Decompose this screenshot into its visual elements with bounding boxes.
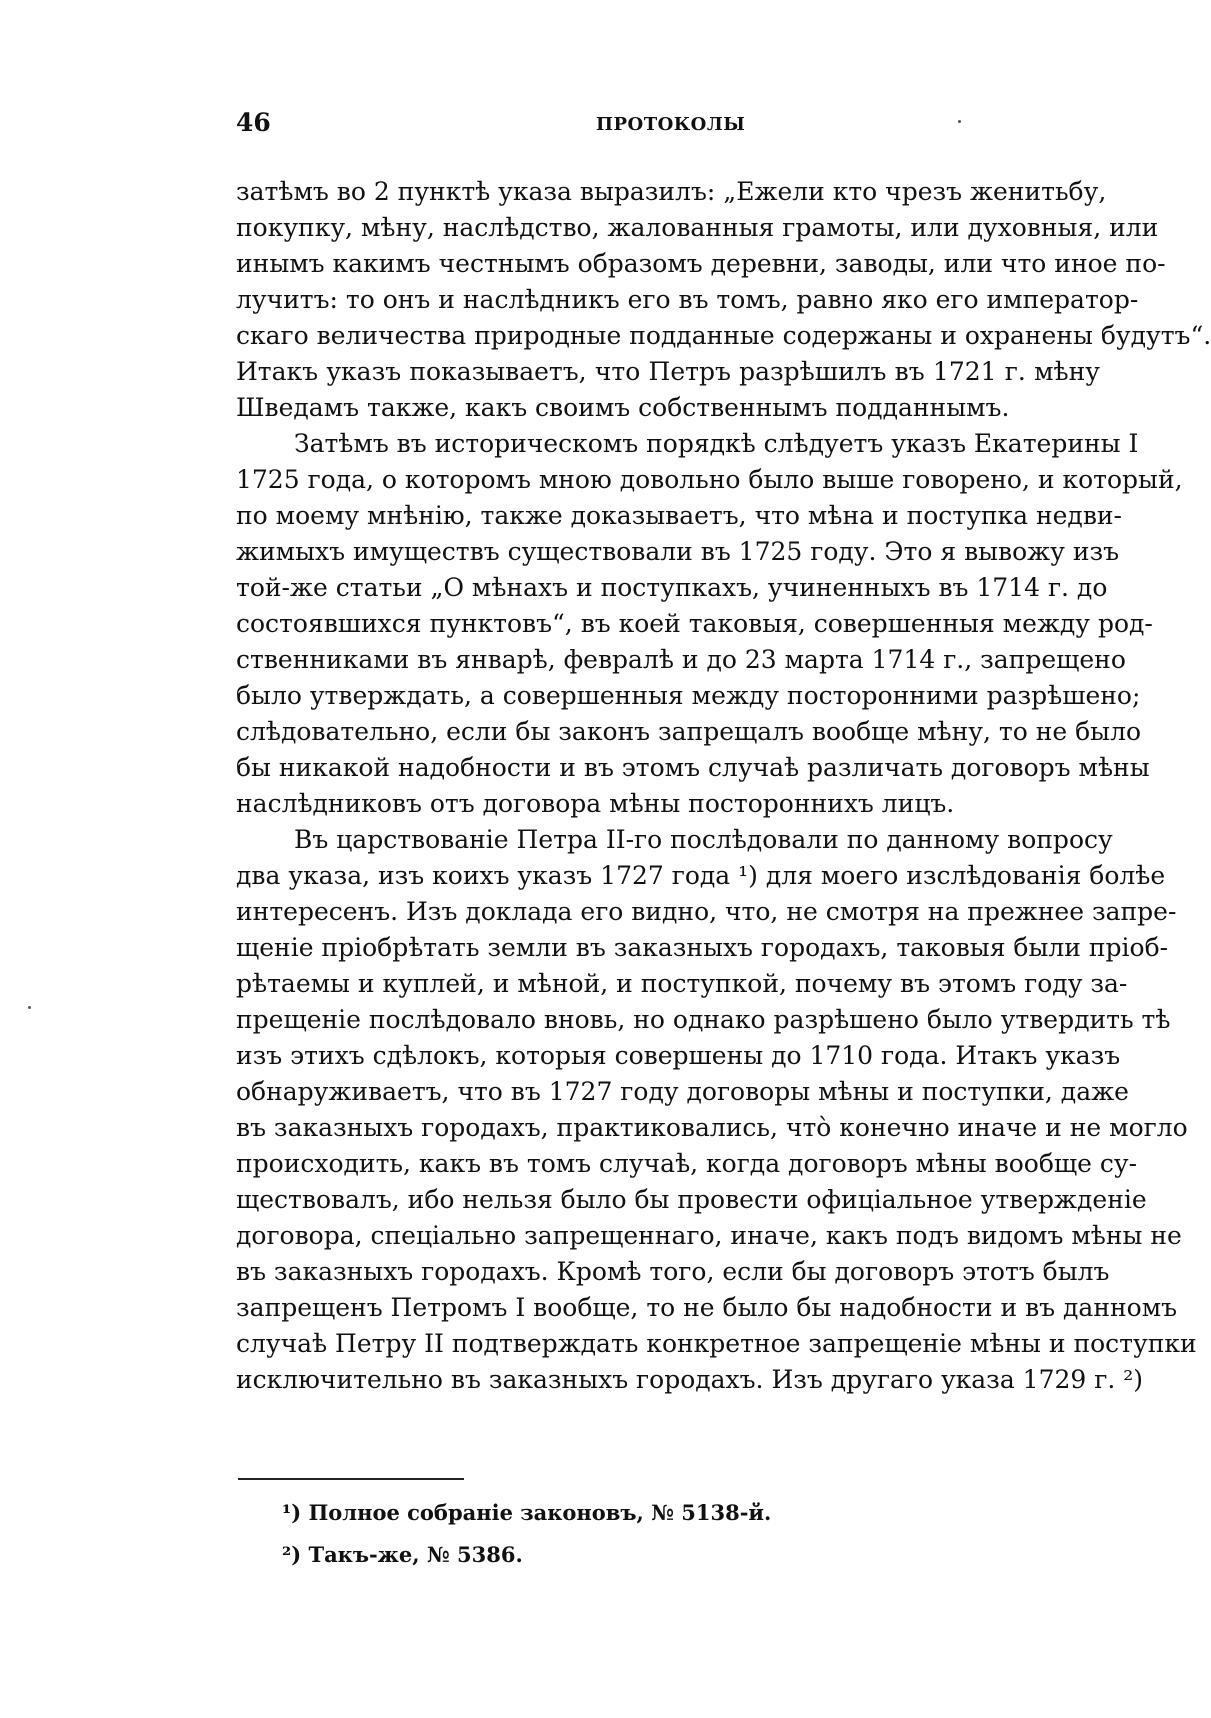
page-header (236, 108, 1096, 148)
text-line: договора, спеціально запрещеннаго, иначе, какъ подъ видомъ мѣны не (236, 1221, 1182, 1250)
text-line: слѣдовательно, если бы законъ запрещалъ вообще мѣну, то не было (236, 717, 1142, 746)
body-text (236, 174, 1211, 1398)
text-line: Шведамъ также, какъ своимъ собственнымъ подданнымъ. (236, 393, 1010, 422)
page-number: 46 (236, 108, 271, 137)
text-line: жимыхъ имуществъ существовали въ 1725 году. Это я вывожу изъ (236, 537, 1120, 566)
text-line: состоявшихся пунктовъ“, въ коей таковыя, совершенныя между род- (236, 609, 1153, 638)
text-line: два указа, изъ коихъ указъ 1727 года ¹) для моего изслѣдованія болѣе (236, 861, 1166, 890)
footnote-separator (238, 1478, 464, 1480)
text-line: ществовалъ, ибо нельзя было бы провести офиціальное утвержденіе (236, 1185, 1147, 1214)
text-line: обнаруживаетъ, что въ 1727 году договоры мѣны и поступки, даже (236, 1077, 1129, 1106)
text-line: покупку, мѣну, наслѣдство, жалованныя грамоты, или духовныя, или (236, 213, 1159, 242)
text-line: въ заказныхъ городахъ. Кромѣ того, если бы договоръ этотъ былъ (236, 1257, 1110, 1286)
text-line: было утверждать, а совершенныя между посторонними разрѣшено; (236, 681, 1141, 710)
text-line: Въ царствованіе Петра II-го послѣдовали по данному вопросу (294, 825, 1113, 854)
text-line: случаѣ Петру II подтверждать конкретное запрещеніе мѣны и поступки (236, 1329, 1197, 1358)
footnotes (282, 1492, 982, 1576)
text-line: исключительно въ заказныхъ городахъ. Изъ другаго указа 1729 г. ²) (236, 1365, 1144, 1394)
text-line: прещеніе послѣдовало вновь, но однако разрѣшено было утвердить тѣ (236, 1005, 1171, 1034)
text-line: 1725 года, о которомъ мною довольно было выше говорено, и который, (236, 465, 1183, 494)
text-line: наслѣдниковъ отъ договора мѣны постороннихъ лицъ. (236, 789, 955, 818)
text-line: затѣмъ во 2 пунктѣ указа выразилъ: „Ежели кто чрезъ женитьбу, (236, 177, 1107, 206)
text-line: въ заказныхъ городахъ, практиковались, что̀ конечно иначе и не могло (236, 1113, 1188, 1142)
footnote: ¹) Полное собраніе законовъ, № 5138-й. (282, 1500, 772, 1525)
scan-speck (958, 120, 961, 123)
text-line: запрещенъ Петромъ I вообще, то не было бы надобности и въ данномъ (236, 1293, 1178, 1322)
text-line: рѣтаемы и куплей, и мѣной, и поступкой, почему въ этомъ году за- (236, 969, 1128, 998)
text-line: ственниками въ январѣ, февралѣ и до 23 марта 1714 г., запрещено (236, 645, 1126, 674)
text-line: по моему мнѣнію, также доказываетъ, что мѣна и поступка недви- (236, 501, 1122, 530)
text-line: интересенъ. Изъ доклада его видно, что, не смотря на прежнее запре- (236, 897, 1177, 926)
footnote: ²) Такъ-же, № 5386. (282, 1542, 523, 1567)
text-line: изъ этихъ сдѣлокъ, которыя совершены до 1710 года. Итакъ указъ (236, 1041, 1121, 1070)
text-line: той-же статьи „О мѣнахъ и поступкахъ, учиненныхъ въ 1714 г. до (236, 573, 1108, 602)
text-line: инымъ какимъ честнымъ образомъ деревни, заводы, или что иное по- (236, 249, 1166, 278)
running-title: ПРОТОКОЛЫ (596, 114, 746, 135)
text-line: лучитъ: то онъ и наслѣдникъ его въ томъ, равно яко его император- (236, 285, 1139, 314)
text-line: Итакъ указъ показываетъ, что Петръ разрѣшилъ въ 1721 г. мѣну (236, 357, 1100, 386)
text-line: Затѣмъ въ историческомъ порядкѣ слѣдуетъ указъ Екатерины I (294, 429, 1139, 458)
text-line: бы никакой надобности и въ этомъ случаѣ различать договоръ мѣны (236, 753, 1150, 782)
text-line: происходить, какъ въ томъ случаѣ, когда договоръ мѣны вообще су- (236, 1149, 1138, 1178)
scan-speck (28, 1006, 31, 1009)
text-line: скаго величества природные подданные содержаны и охранены будутъ“. (236, 321, 1211, 350)
text-line: щеніе пріобрѣтать земли въ заказныхъ городахъ, таковыя были пріоб- (236, 933, 1169, 962)
